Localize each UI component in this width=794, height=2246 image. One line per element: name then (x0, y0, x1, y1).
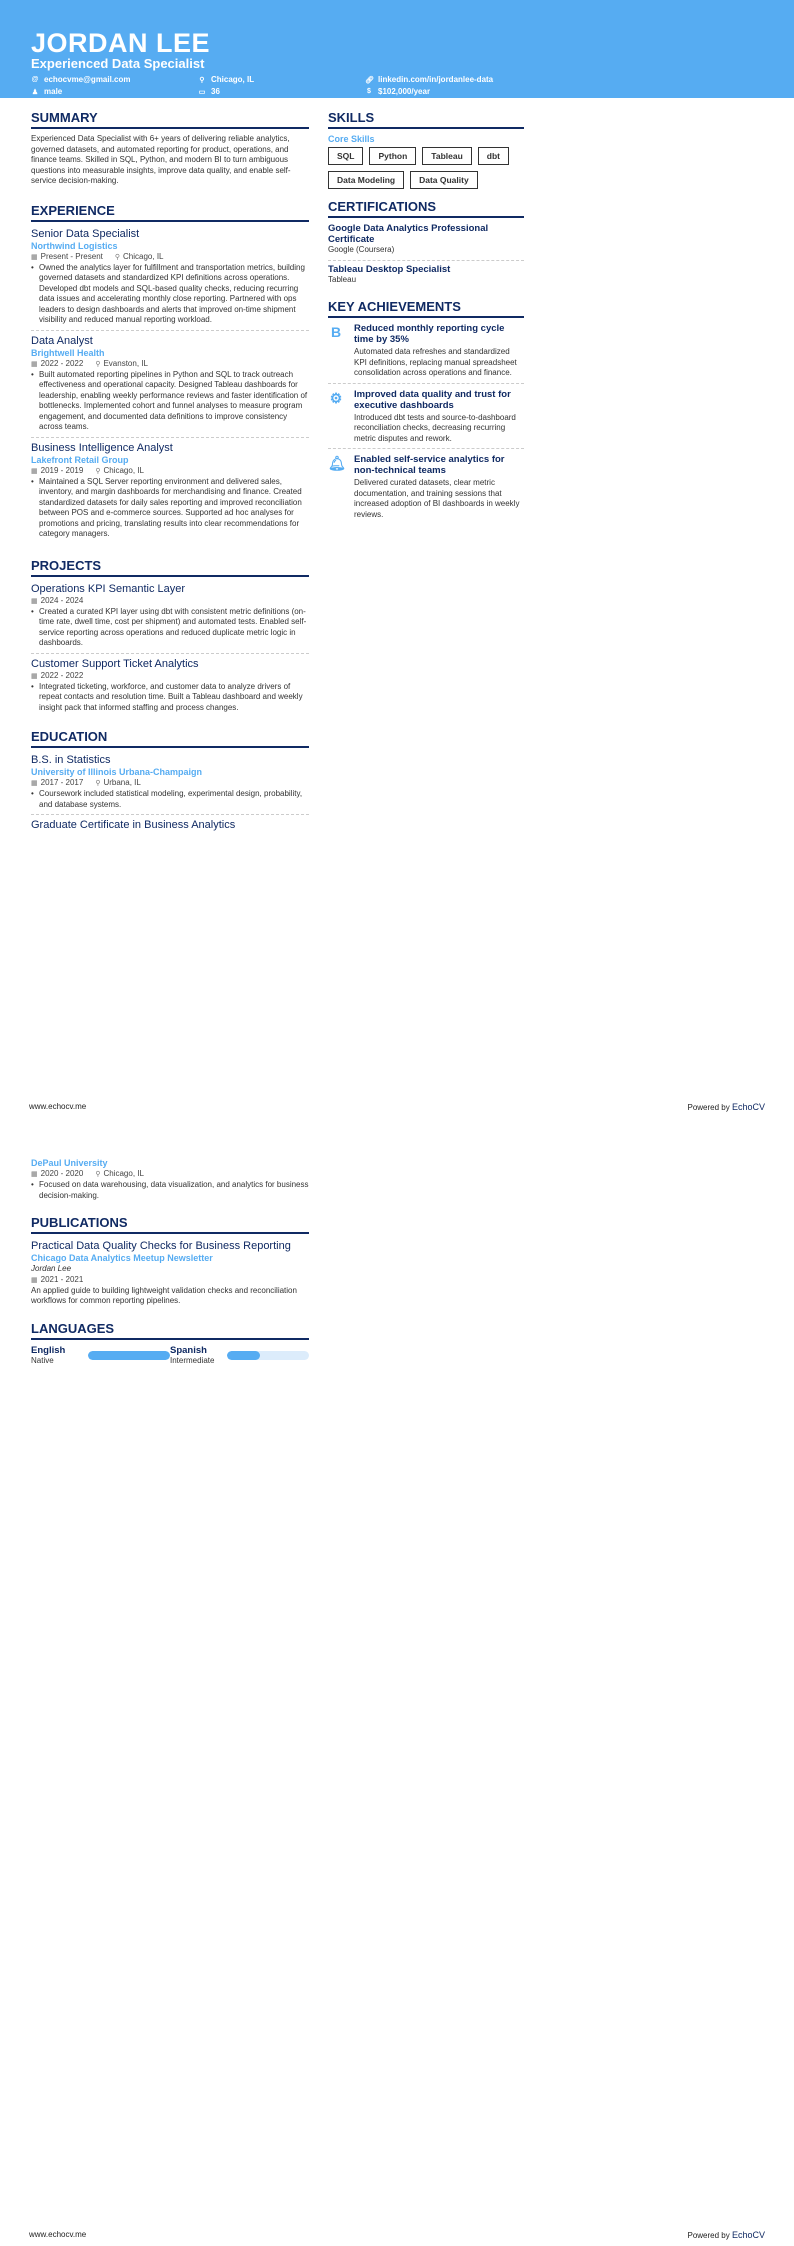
linkedin[interactable]: linkedin.com/in/jordanlee-data (378, 75, 494, 84)
project-entry (31, 582, 309, 654)
bullet: • Integrated ticketing, workforce, and customer data to analyze drivers of repeat contacts and resolution time. Built a Tableau dashboard and weekly insight pack that informed staffing and process changes. (31, 682, 309, 714)
language (31, 1345, 170, 1366)
footer-brand: EchoCV (731, 1102, 765, 1112)
calendar-icon: ▦ (31, 597, 38, 605)
author: Jordan Lee (31, 1264, 72, 1273)
project-title: Operations KPI Semantic Layer (31, 582, 186, 595)
skills-heading: SKILLS (328, 110, 524, 129)
achievement (328, 389, 524, 450)
projects-heading: PROJECTS (31, 558, 309, 577)
person-icon: ♟ (31, 88, 39, 96)
calendar-icon: ▭ (198, 88, 206, 96)
age: 36 (211, 87, 220, 96)
achievements-heading: KEY ACHIEVEMENTS (328, 299, 524, 318)
dates: 2017 - 2017 (40, 778, 84, 787)
contact-info (31, 75, 763, 96)
achievement-text: Introduced dbt tests and source-to-dashboard reconciliation checks, decreasing recurring metric disputes and rework. (354, 412, 516, 443)
certification-issuer: Tableau (328, 274, 357, 284)
summary-text: Experienced Data Specialist with 6+ years of delivering reliable analytics, governed datasets, and automated reporting for product, operations, and finance teams. Skilled in SQL, Python, and modern BI to turn ambiguous questions into measurable insights, improve data quality, and enable self-service decision-making. (31, 134, 291, 185)
calendar-icon: ▦ (31, 1171, 38, 1178)
achievement-title: Reduced monthly reporting cycle time by 35% (354, 323, 505, 345)
education-heading: EDUCATION (31, 729, 309, 748)
summary-heading: SUMMARY (31, 110, 309, 129)
dates: Present - Present (40, 251, 103, 261)
dates: 2024 - 2024 (40, 595, 84, 605)
proficiency-bar (88, 1351, 170, 1360)
language-name: English (31, 1344, 66, 1356)
publisher: Chicago Data Analytics Meetup Newsletter (31, 1253, 213, 1263)
achievement-text: Delivered curated datasets, clear metric documentation, and training sessions that increased adoption of BI dashboards in weekly reviews. (354, 478, 520, 519)
b-letter-icon: B (330, 324, 342, 340)
certification (328, 223, 524, 261)
proficiency-fill (88, 1351, 170, 1360)
job-title: Business Intelligence Analyst (31, 441, 173, 454)
publications-heading: PUBLICATIONS (31, 1215, 309, 1234)
bell-icon: 🔔︎ (328, 455, 346, 471)
achievement (328, 454, 524, 524)
company: Brightwell Health (31, 347, 105, 358)
location-pin-icon: ⚲ (95, 780, 101, 787)
dollar-icon: $ (367, 88, 371, 95)
publication-title: Practical Data Quality Checks for Business Reporting (31, 1240, 291, 1252)
footer (29, 1102, 765, 1112)
location-pin-icon: ⚲ (199, 76, 205, 84)
dates: 2019 - 2019 (40, 465, 84, 475)
dates: 2021 - 2021 (40, 1274, 84, 1284)
certification (328, 264, 524, 290)
skill-tag: Data Quality (410, 171, 478, 189)
proficiency-fill (227, 1351, 260, 1360)
resume-header (0, 0, 794, 98)
experience-entry (31, 227, 309, 331)
certification-name: Google Data Analytics Professional Certificate (328, 223, 489, 245)
skill-tag: SQL (328, 147, 363, 165)
certification-name: Tableau Desktop Specialist (328, 263, 451, 275)
education-entry (31, 1158, 309, 1205)
language-level: Intermediate (170, 1355, 215, 1365)
skills-group: Core Skills (328, 134, 375, 144)
company: Lakefront Retail Group (31, 454, 129, 465)
dates: 2022 - 2022 (40, 670, 84, 680)
location: Urbana, IL (103, 778, 141, 787)
left-column (31, 1158, 309, 1366)
calendar-icon: ▦ (31, 253, 38, 261)
bullet: • Owned the analytics layer for fulfillment and transportation metrics, building governed datasets and standardized KPI definitions across operations. Developed dbt models and SQL-based quality checks, reducing recurring data issues and accelerating monthly close reporting. Partnered with ops leaders to design dashboards and alerts that improved on-time shipment visibility and reduced manual reporting workload. (31, 263, 309, 326)
gear-icon: ⚙ (329, 389, 343, 406)
achievement-title: Enabled self-service analytics for non-technical teams (354, 454, 505, 476)
location: Chicago, IL (123, 251, 164, 261)
experience-entry (31, 441, 309, 544)
bullet: • Coursework included statistical modeling, experimental design, probability, and database systems. (31, 789, 309, 810)
candidate-title: Experienced Data Specialist (31, 56, 205, 71)
language (170, 1345, 309, 1366)
link-icon: 🔗︎ (365, 76, 374, 84)
footer-site[interactable]: www.echocv.me (29, 1102, 87, 1111)
footer (29, 2230, 765, 2240)
languages-heading: LANGUAGES (31, 1321, 309, 1340)
experience-heading: EXPERIENCE (31, 203, 309, 222)
footer-brand: EchoCV (731, 2230, 765, 2240)
publication-description: An applied guide to building lightweight validation checks and reconciliation workflows for common reporting pipelines. (31, 1285, 297, 1305)
certification-issuer: Google (Coursera) (328, 245, 395, 254)
skill-tag: Data Modeling (328, 171, 404, 189)
gender: male (44, 87, 63, 96)
language-level: Native (31, 1355, 54, 1365)
page-2 (0, 1123, 794, 2246)
skill-tag: Python (369, 147, 416, 165)
location: Evanston, IL (103, 358, 148, 368)
salary: $102,000/year (378, 87, 431, 96)
calendar-icon: ▦ (31, 1276, 38, 1284)
calendar-icon: ▦ (31, 360, 38, 368)
project-title: Customer Support Ticket Analytics (31, 657, 199, 670)
dates: 2022 - 2022 (40, 358, 84, 368)
candidate-name: JORDAN LEE (31, 28, 211, 58)
achievement-text: Automated data refreshes and standardized KPI definitions, replacing manual spreadsheet consolidation across operations and finance. (354, 347, 517, 377)
bullet: • Built automated reporting pipelines in Python and SQL to track outreach effectiveness and operational capacity. Designed Tableau dashboards for leadership, enabling weekly performance reviews and faster identification of bottlenecks. Implemented cohort and funnel analyses to measure program engagement, and documented data definitions to improve consistency across teams. (31, 370, 309, 433)
location: Chicago, IL (103, 1169, 144, 1178)
degree: Graduate Certificate in Business Analytics (31, 819, 236, 831)
footer-site[interactable]: www.echocv.me (29, 2230, 87, 2239)
degree: B.S. in Statistics (31, 754, 111, 766)
footer-powered: Powered by (687, 1103, 730, 1112)
at-icon: @ (31, 76, 39, 83)
skill-tag: dbt (478, 147, 509, 165)
calendar-icon: ▦ (31, 672, 38, 680)
job-title: Senior Data Specialist (31, 227, 140, 240)
bullet: • Maintained a SQL Server reporting environment and delivered sales, inventory, and margin dashboards for merchandising and finance. Created standardized datasets for daily sales reporting and improved reconciliation between POS and e-commerce sources. Supported ad hoc analyses for promotions and pricing, translating results into clear recommendations for category managers. (31, 477, 309, 540)
location-pin-icon: ⚲ (95, 1171, 101, 1178)
school: DePaul University (31, 1158, 108, 1168)
footer-powered: Powered by (687, 2231, 730, 2240)
achievement-title: Improved data quality and trust for executive dashboards (354, 388, 511, 411)
calendar-icon: ▦ (31, 467, 38, 475)
right-column (328, 110, 524, 529)
publication (31, 1239, 309, 1307)
location-pin-icon: ⚲ (95, 467, 101, 475)
email[interactable]: echocvme@gmail.com (44, 75, 131, 84)
dates: 2020 - 2020 (40, 1169, 84, 1178)
language-name: Spanish (170, 1344, 207, 1356)
location: Chicago, IL (103, 465, 144, 475)
certifications-heading: CERTIFICATIONS (328, 199, 524, 218)
achievement (328, 323, 524, 384)
bullet: • Focused on data warehousing, data visualization, and analytics for business decision-making. (31, 1180, 309, 1201)
school: University of Illinois Urbana-Champaign (31, 767, 203, 777)
company: Northwind Logistics (31, 240, 118, 251)
job-title: Data Analyst (31, 334, 93, 347)
experience-entry (31, 334, 309, 438)
left-column (31, 110, 309, 832)
proficiency-bar (227, 1351, 309, 1360)
location-pin-icon: ⚲ (95, 360, 101, 368)
location: Chicago, IL (211, 75, 255, 84)
education-entry (31, 753, 309, 815)
bullet: • Created a curated KPI layer using dbt with consistent metric definitions (on-time rate, dwell time, cost per shipment) and automated tests. Enabled self-service reporting across operations and reduced duplicate metric logic in dashboards. (31, 607, 309, 649)
calendar-icon: ▦ (31, 780, 38, 787)
skill-tag: Tableau (422, 147, 472, 165)
location-pin-icon: ⚲ (114, 253, 121, 261)
project-entry (31, 657, 309, 718)
